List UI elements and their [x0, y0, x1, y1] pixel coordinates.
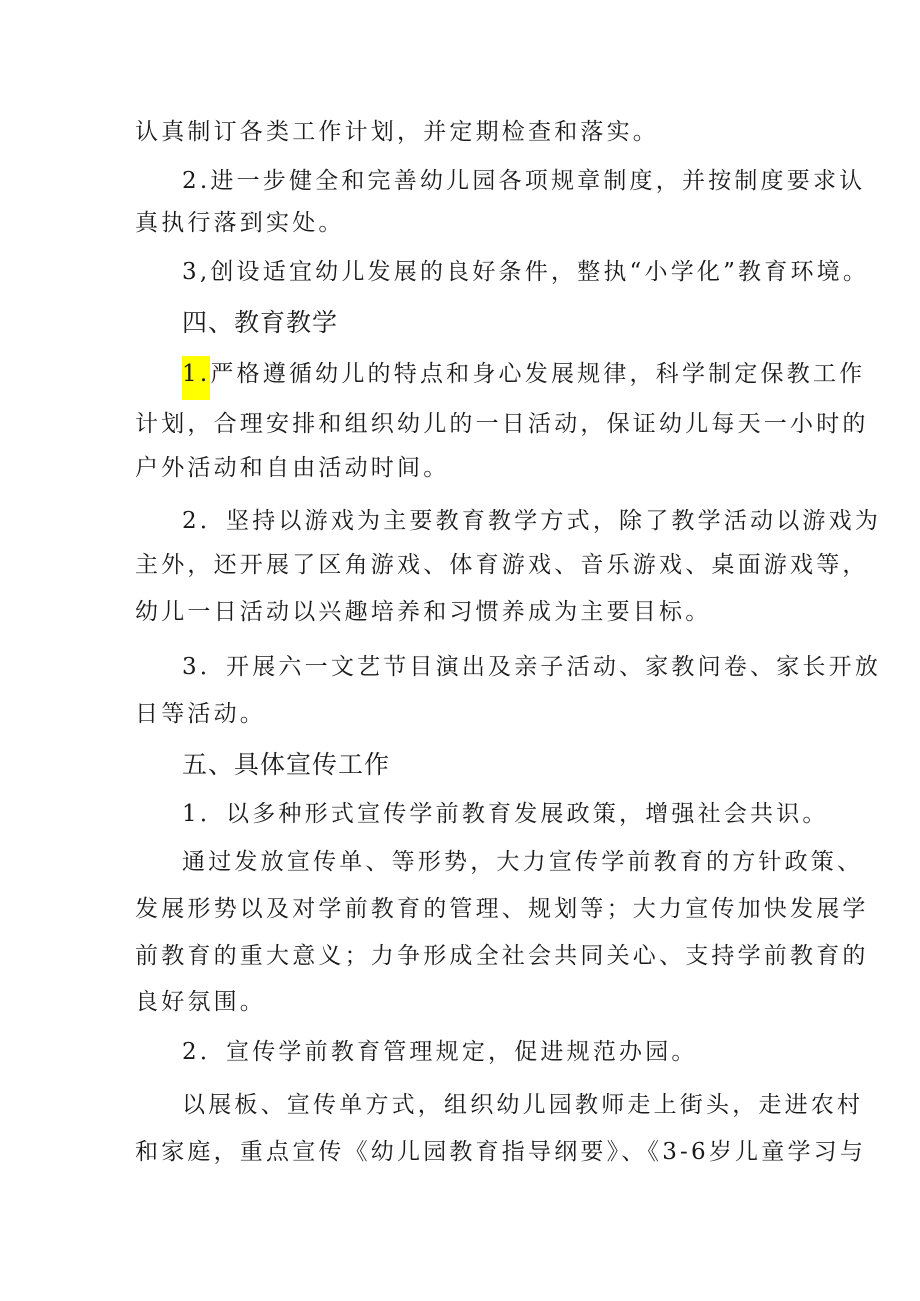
paragraph-line: 3,创设适宜幼儿发展的良好条件，整执“小学化”教育环境。	[182, 259, 870, 285]
paragraph-line: 2．坚持以游戏为主要教育教学方式，除了教学活动以游戏为	[182, 508, 882, 534]
paragraph-line	[182, 358, 865, 400]
paragraph-line: 和家庭，重点宣传《幼儿园教育指导纲要》、《3-6岁儿童学习与	[135, 1139, 867, 1165]
paragraph-line: 认真制订各类工作计划，并定期检查和落实。	[135, 119, 659, 145]
paragraph-line: 2.进一步健全和完善幼儿园各项规章制度，并按制度要求认	[182, 168, 866, 194]
paragraph-line: 真执行落到实处。	[135, 210, 345, 236]
paragraph-line: 户外活动和自由活动时间。	[135, 455, 450, 481]
section-heading: 四、教育教学	[182, 308, 339, 337]
paragraph-text: 严格遵循幼儿的特点和身心发展规律，科学制定保教工作	[210, 361, 866, 387]
paragraph-line: 以展板、宣传单方式，组织幼儿园教师走上街头，走进农村	[182, 1092, 864, 1118]
paragraph-line: 发展形势以及对学前教育的管理、规划等；大力宣传加快发展学	[135, 896, 869, 922]
highlighted-number: 1.	[182, 356, 210, 400]
paragraph-line: 良好氛围。	[135, 989, 266, 1015]
paragraph-line: 3．开展六一文艺节目演出及亲子活动、家教问卷、家长开放	[182, 654, 882, 680]
paragraph-line: 通过发放宣传单、等形势，大力宣传学前教育的方针政策、	[182, 849, 864, 875]
paragraph-line: 前教育的重大意义；力争形成全社会共同关心、支持学前教育的	[135, 943, 869, 969]
paragraph-line: 幼儿一日活动以兴趣培养和习惯养成为主要目标。	[135, 599, 712, 625]
paragraph-line: 主外，还开展了区角游戏、体育游戏、音乐游戏、桌面游戏等，	[135, 552, 869, 578]
paragraph-line: 2．宣传学前教育管理规定，促进规范办园。	[182, 1039, 698, 1065]
paragraph-line: 计划，合理安排和组织幼儿的一日活动，保证幼儿每天一小时的	[135, 411, 869, 437]
paragraph-line: 日等活动。	[135, 701, 266, 727]
paragraph-line: 1．以多种形式宣传学前教育发展政策，增强社会共识。	[182, 801, 829, 827]
section-heading: 五、具体宣传工作	[182, 750, 391, 779]
